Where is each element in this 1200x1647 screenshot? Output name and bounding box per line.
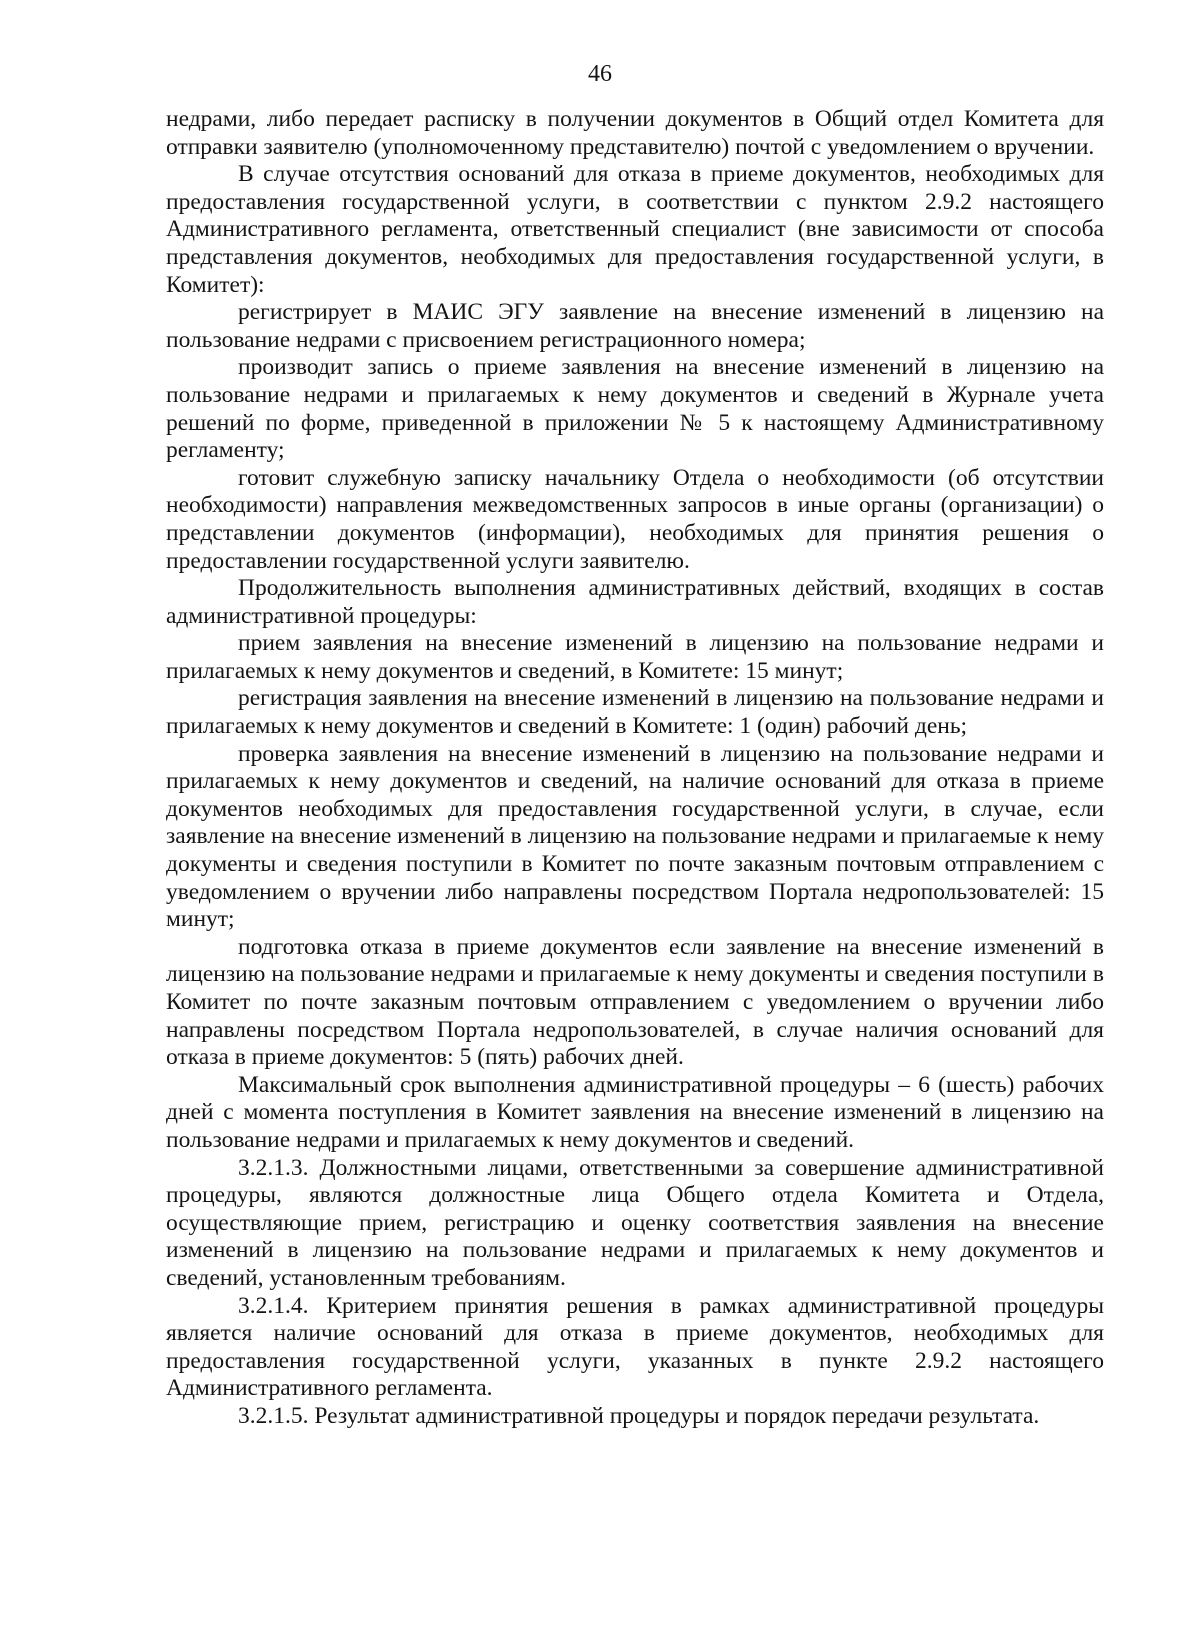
paragraph: производит запись о приеме заявления на внесение изменений в лицензию на пользование недрами и прилагаемых к нему документов и сведений в Журнале учета решений по форме, приведенной в приложении № 5 к настоящему Административному регламенту; <box>166 354 1104 464</box>
paragraph: готовит служебную записку начальнику Отдела о необходимости (об отсутствии необходимости) направления межведомственных запросов в иные органы (организации) о представлении документов (информации), необходимых для принятия решения о предоставлении государственной услуги заявителю. <box>166 464 1104 574</box>
paragraph: В случае отсутствия оснований для отказа в приеме документов, необходимых для предоставления государственной услуги, в соответствии с пунктом 2.9.2 настоящего Административного регламента, ответственный специалист (вне зависимости от способа представления документов, необходимых для предоставления государственной услуги, в Комитет): <box>166 161 1104 298</box>
paragraph: Продолжительность выполнения административных действий, входящих в состав административной процедуры: <box>166 575 1104 629</box>
paragraph: прием заявления на внесение изменений в лицензию на пользование недрами и прилагаемых к нему документов и сведений, в Комитете: 15 минут; <box>166 630 1104 684</box>
paragraph: 3.2.1.5. Результат административной процедуры и порядок передачи результата. <box>238 1402 1040 1429</box>
paragraph: Максимальный срок выполнения административной процедуры – 6 (шесть) рабочих дней с момента поступления в Комитет заявления на внесение изменений в лицензию на пользование недрами и прилагаемых к нему документов и сведений. <box>166 1071 1104 1153</box>
paragraph: 3.2.1.4. Критерием принятия решения в рамках административной процедуры является наличие оснований для отказа в приеме документов, необходимых для предоставления государственной услуги, указанных в пункте 2.9.2 настоящего Административного регламента. <box>166 1292 1104 1402</box>
paragraph: проверка заявления на внесение изменений в лицензию на пользование недрами и прилагаемых к нему документов и сведений, на наличие оснований для отказа в приеме документов необходимых для предоставления государственной услуги, в случае, если заявление на внесение изменений в лицензию на пользование недрами и прилагаемые к нему документы и сведения поступили в Комитет по почте заказным почтовым отправлением с уведомлением о вручении либо направлены посредством Портала недропользователей: 15 минут; <box>166 740 1104 933</box>
paragraph: 3.2.1.3. Должностными лицами, ответственными за совершение административной процедуры, являются должностные лица Общего отдела Комитета и Отдела, осуществляющие прием, регистрацию и оценку соответствия заявления на внесение изменений в лицензию на пользование недрами и прилагаемых к нему документов и сведений, установленным требованиям. <box>166 1154 1104 1291</box>
paragraph: регистрация заявления на внесение изменений в лицензию на пользование недрами и прилагаемых к нему документов и сведений в Комитете: 1 (один) рабочий день; <box>166 685 1104 740</box>
page-number: 46 <box>588 61 612 87</box>
document-body <box>166 106 1104 1431</box>
paragraph: регистрирует в МАИС ЭГУ заявление на внесение изменений в лицензию на пользование недрами с присвоением регистрационного номера; <box>166 299 1104 353</box>
paragraph: подготовка отказа в приеме документов если заявление на внесение изменений в лицензию на пользование недрами и прилагаемые к нему документы и сведения поступили в Комитет по почте заказным почтовым отправлением с уведомлением о вручении либо направлены посредством Портала недропользователей, в случае наличия оснований для отказа в приеме документов: 5 (пять) рабочих дней. <box>166 933 1104 1071</box>
paragraph: недрами, либо передает расписку в получении документов в Общий отдел Комитета для отправки заявителю (уполномоченному представителю) почтой с уведомлением о вручении. <box>166 106 1104 160</box>
